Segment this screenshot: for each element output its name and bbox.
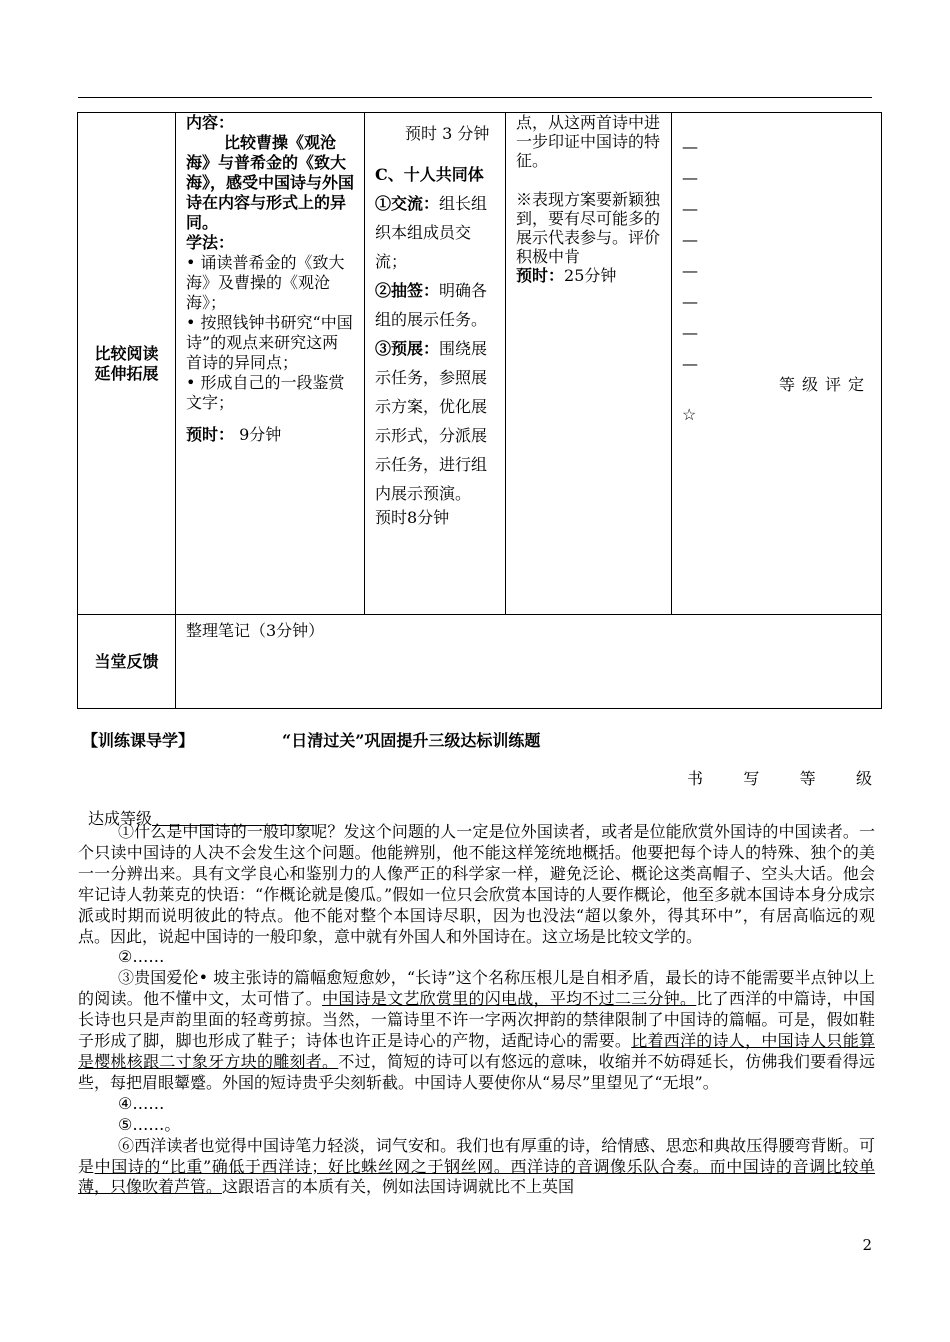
group-time: 预时8分钟 xyxy=(375,508,450,527)
method-item: • 按照钱钟书研究“中国诗”的观点来研究这两首诗的异同点； xyxy=(186,313,353,372)
content-body: 比较曹操《观沧海》与普希金的《致大海》，感受中国诗与外国诗在内容与形式上的异同。 xyxy=(186,133,355,232)
feedback-cell xyxy=(176,615,882,709)
star-icon: ☆ xyxy=(682,405,697,424)
row-label-feedback: 当堂反馈 xyxy=(78,615,176,709)
presentation-time: 预时：25分钟 xyxy=(516,266,617,285)
grade-label: 等级评定 xyxy=(778,375,871,394)
underlined-sentence: 中国诗的“比重”确低于西洋诗；好比蛛丝网之于钢丝网。西洋诗的音调像乐队合奏。而中国诗的音调比较单薄，只像吹着芦管。 xyxy=(78,1156,875,1197)
dash-line: — xyxy=(682,354,698,373)
dash-line: — xyxy=(682,323,698,342)
step-preview: ③预展：围绕展示任务，参照展示方案，优化展示形式，分派展示任务，进行组内展示预演。 xyxy=(375,339,488,503)
feedback-text: 整理笔记（3分钟） xyxy=(186,621,325,640)
lesson-plan-table xyxy=(77,112,882,709)
section-title-left: 【训练课导学】 xyxy=(82,731,195,750)
dash-line: — xyxy=(682,168,698,187)
time-note: 预时： 9分钟 xyxy=(186,425,282,444)
dash-line: — xyxy=(682,137,698,156)
section-title-right: “日清过关”巩固提升三级达标训练题 xyxy=(282,731,541,750)
table-row-comparative-reading xyxy=(78,113,882,615)
underlined-sentence: 中国诗是文艺欣赏里的闪电战，平均不过二三分钟。 xyxy=(322,989,697,1009)
paragraph-4: ④…… xyxy=(118,1093,165,1113)
dash-line: — xyxy=(682,261,698,280)
presentation-note: ※表现方案要新颖独到，要有尽可能多的展示代表参与。评价积极中肯 xyxy=(516,190,661,266)
achievement-grade: 达成等级 xyxy=(88,806,314,829)
reading-passage xyxy=(78,822,875,1198)
step-exchange: ①交流：组长组织本组成员交流； xyxy=(375,194,488,271)
row-label-comparative-reading: 比较阅读 延伸拓展 xyxy=(78,113,176,615)
writing-grade: 书 写 等 级 xyxy=(687,769,872,788)
paragraph-6: ⑥西洋读者也觉得中国诗笔力轻淡，词气安和。我们也有厚重的诗，给情感、思恋和典故压得腰弯背断。可是中国诗的“比重”确低于西洋诗；好比蛛丝网之于钢丝网。西洋诗的音调像乐队合奏。而中国诗的音调比较单薄，只像吹着芦管。这跟语言的本质有关，例如法国诗调就比不上英国 xyxy=(78,1135,875,1197)
content-cell xyxy=(176,113,365,615)
dash-line: — xyxy=(682,292,698,311)
method-heading: 学法： xyxy=(186,233,235,252)
method-item: • 诵读普希金的《致大海》及曹操的《观沧海》； xyxy=(186,253,345,312)
group-title: C、十人共同体 xyxy=(375,165,484,184)
paragraph-1: ①什么是中国诗的一般印象呢？发这个问题的人一定是位外国读者，或者是位能欣赏外国诗的中国读者。一个只读中国诗的人决不会发生这个问题。他能辨别，他不能这样笼统地概括。他要把每个诗人的特殊、独个的美一一分辨出来。具有文学良心和鉴别力的人像严正的科学家一样，避免泛论、概论这类高帽子、空头大话。他会牢记诗人勃莱克的快语：“作概论就是傻瓜。”假如一位只会欣赏本国诗的人要作概论，他至多就本国诗本身分成宗派或时期而说明彼此的特点。他不能对整个本国诗尽职，因为也没法“超以象外，得其环中”，有居高临远的观点。因此，说起中国诗的一般印象，意中就有外国人和外国诗在。这立场是比较文学的。 xyxy=(78,822,875,946)
table-row-feedback xyxy=(78,615,882,709)
presentation-cell xyxy=(506,113,672,615)
step-draw-lots: ②抽签：明确各组的展示任务。 xyxy=(375,281,488,329)
paragraph-2: ②…… xyxy=(118,947,165,967)
dash-line: — xyxy=(682,199,698,218)
dash-line: — xyxy=(682,230,698,249)
paragraph-3: ③贵国爱伦• 坡主张诗的篇幅愈短愈妙，“长诗”这个名称压根儿是自相矛盾，最长的诗不能需要半点钟以上的阅读。他不懂中文，太可惜了。中国诗是文艺欣赏里的闪电战，平均不过二三分钟。比了西洋的中篇诗，中国长诗也只是声韵里面的轻鸢剪掠。当然，一篇诗里不许一字两次押韵的禁律限制了中国诗的篇幅。可是，假如鞋子形成了脚，脚也形成了鞋子；诗体也许正是诗心的产物，适配诗心的需要。比着西洋的诗人，中国诗人只能算是樱桃核跟二寸象牙方块的雕刻者。不过，简短的诗可以有悠远的意味，收缩并不妨碍延长，仿佛我们要看得远些，每把眉眼颦蹙。外国的短诗贵乎尖刻斩截。中国诗人要使你从“易尽”里望见了“无垠”。 xyxy=(78,968,875,1092)
paragraph-5: ⑤……。 xyxy=(118,1114,181,1134)
method-item: • 形成自己的一段鉴赏文字； xyxy=(186,373,345,412)
preview-time: 预时 3 分钟 xyxy=(405,124,490,143)
verify-note: 点，从这两首诗中进一步印证中国诗的特征。 xyxy=(516,113,661,170)
header-rule xyxy=(78,97,872,98)
group-activity-cell xyxy=(365,113,506,615)
underlined-sentence: 比着西洋的诗人，中国诗人只能算是樱桃核跟二寸象牙方块的雕刻者。 xyxy=(78,1031,875,1071)
page-number: 2 xyxy=(862,1236,872,1254)
content-heading: 内容： xyxy=(186,113,235,132)
grade-cell xyxy=(672,113,882,615)
section-title xyxy=(82,728,541,751)
